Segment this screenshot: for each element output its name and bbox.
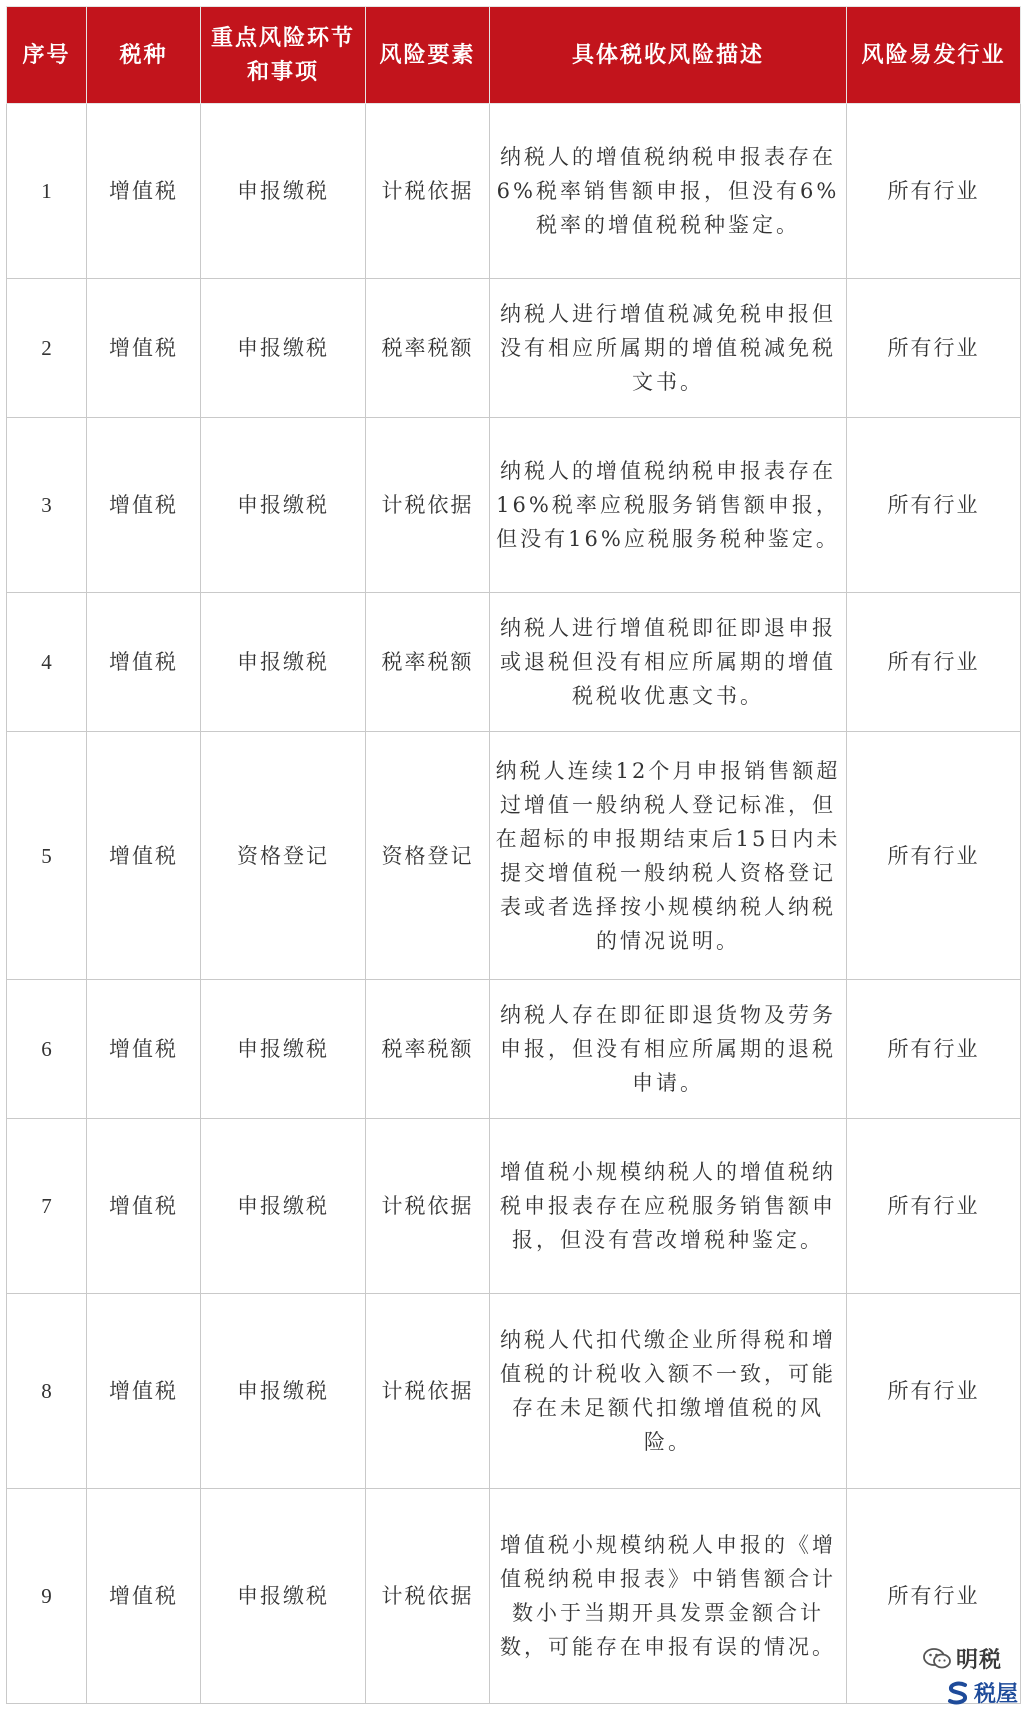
cell-element: 计税依据 <box>366 1119 490 1294</box>
cell-no: 1 <box>7 104 87 279</box>
cell-step: 申报缴税 <box>201 1489 366 1704</box>
cell-no: 2 <box>7 279 87 418</box>
cell-no: 4 <box>7 593 87 732</box>
cell-element: 计税依据 <box>366 104 490 279</box>
cell-step: 资格登记 <box>201 732 366 980</box>
cell-element: 计税依据 <box>366 1294 490 1489</box>
watermark-account-name: 明税 <box>955 1648 1002 1673</box>
header-element: 风险要素 <box>366 7 490 104</box>
table-row <box>7 980 1021 1119</box>
watermark-brand-name: 税屋 <box>973 1682 1018 1707</box>
cell-tax: 增值税 <box>87 593 201 732</box>
cell-no: 9 <box>7 1489 87 1704</box>
watermark-brand <box>945 1677 1018 1708</box>
cell-industry: 所有行业 <box>847 1294 1021 1489</box>
header-tax: 税种 <box>87 7 201 104</box>
table-row <box>7 104 1021 279</box>
cell-tax: 增值税 <box>87 104 201 279</box>
cell-industry: 所有行业 <box>847 104 1021 279</box>
cell-no: 3 <box>7 418 87 593</box>
cell-step: 申报缴税 <box>201 593 366 732</box>
cell-industry: 所有行业 <box>847 593 1021 732</box>
table-row <box>7 1489 1021 1704</box>
cell-desc: 纳税人进行增值税减免税申报但没有相应所属期的增值税减免税文书。 <box>490 279 847 418</box>
cell-desc: 纳税人代扣代缴企业所得税和增值税的计税收入额不一致，可能存在未足额代扣缴增值税的风险。 <box>490 1294 847 1489</box>
cell-tax: 增值税 <box>87 980 201 1119</box>
cell-no: 8 <box>7 1294 87 1489</box>
cell-tax: 增值税 <box>87 1294 201 1489</box>
cell-no: 6 <box>7 980 87 1119</box>
cell-no: 7 <box>7 1119 87 1294</box>
cell-element: 计税依据 <box>366 418 490 593</box>
wechat-icon <box>922 1646 952 1672</box>
cell-step: 申报缴税 <box>201 279 366 418</box>
cell-industry: 所有行业 <box>847 980 1021 1119</box>
table-row <box>7 593 1021 732</box>
risk-table <box>6 6 1021 1704</box>
cell-industry: 所有行业 <box>847 732 1021 980</box>
cell-desc: 增值税小规模纳税人的增值税纳税申报表存在应税服务销售额申报，但没有营改增税种鉴定。 <box>490 1119 847 1294</box>
cell-step: 申报缴税 <box>201 418 366 593</box>
cell-industry: 所有行业 <box>847 1489 1021 1704</box>
cell-desc: 增值税小规模纳税人申报的《增值税纳税申报表》中销售额合计数小于当期开具发票金额合计数，可能存在申报有误的情况。 <box>490 1489 847 1704</box>
table-row <box>7 1119 1021 1294</box>
cell-tax: 增值税 <box>87 279 201 418</box>
cell-element: 税率税额 <box>366 980 490 1119</box>
cell-element: 税率税额 <box>366 279 490 418</box>
cell-step: 申报缴税 <box>201 104 366 279</box>
cell-industry: 所有行业 <box>847 418 1021 593</box>
header-no: 序号 <box>7 7 87 104</box>
header-industry: 风险易发行业 <box>847 7 1021 104</box>
cell-tax: 增值税 <box>87 1119 201 1294</box>
table-row <box>7 732 1021 980</box>
cell-step: 申报缴税 <box>201 1294 366 1489</box>
cell-tax: 增值税 <box>87 732 201 980</box>
header-row <box>7 7 1021 104</box>
cell-desc: 纳税人的增值税纳税申报表存在6%税率销售额申报，但没有6%税率的增值税税种鉴定。 <box>490 104 847 279</box>
cell-step: 申报缴税 <box>201 980 366 1119</box>
cell-industry: 所有行业 <box>847 1119 1021 1294</box>
cell-desc: 纳税人的增值税纳税申报表存在16%税率应税服务销售额申报，但没有16%应税服务税种鉴定。 <box>490 418 847 593</box>
header-desc: 具体税收风险描述 <box>490 7 847 104</box>
table-row <box>7 279 1021 418</box>
watermark <box>908 1643 1020 1707</box>
cell-tax: 增值税 <box>87 1489 201 1704</box>
shuiwu-logo-icon <box>945 1680 971 1706</box>
cell-tax: 增值税 <box>87 418 201 593</box>
cell-desc: 纳税人进行增值税即征即退申报或退税但没有相应所属期的增值税税收优惠文书。 <box>490 593 847 732</box>
cell-element: 资格登记 <box>366 732 490 980</box>
cell-desc: 纳税人存在即征即退货物及劳务申报，但没有相应所属期的退税申请。 <box>490 980 847 1119</box>
cell-desc: 纳税人连续12个月申报销售额超过增值一般纳税人登记标准，但在超标的申报期结束后15日内未提交增值税一般纳税人资格登记表或者选择按小规模纳税人纳税的情况说明。 <box>490 732 847 980</box>
header-step: 重点风险环节和事项 <box>201 7 366 104</box>
table-row <box>7 1294 1021 1489</box>
cell-step: 申报缴税 <box>201 1119 366 1294</box>
table-row <box>7 418 1021 593</box>
cell-element: 计税依据 <box>366 1489 490 1704</box>
cell-element: 税率税额 <box>366 593 490 732</box>
cell-no: 5 <box>7 732 87 980</box>
cell-industry: 所有行业 <box>847 279 1021 418</box>
watermark-account <box>922 1643 1002 1674</box>
